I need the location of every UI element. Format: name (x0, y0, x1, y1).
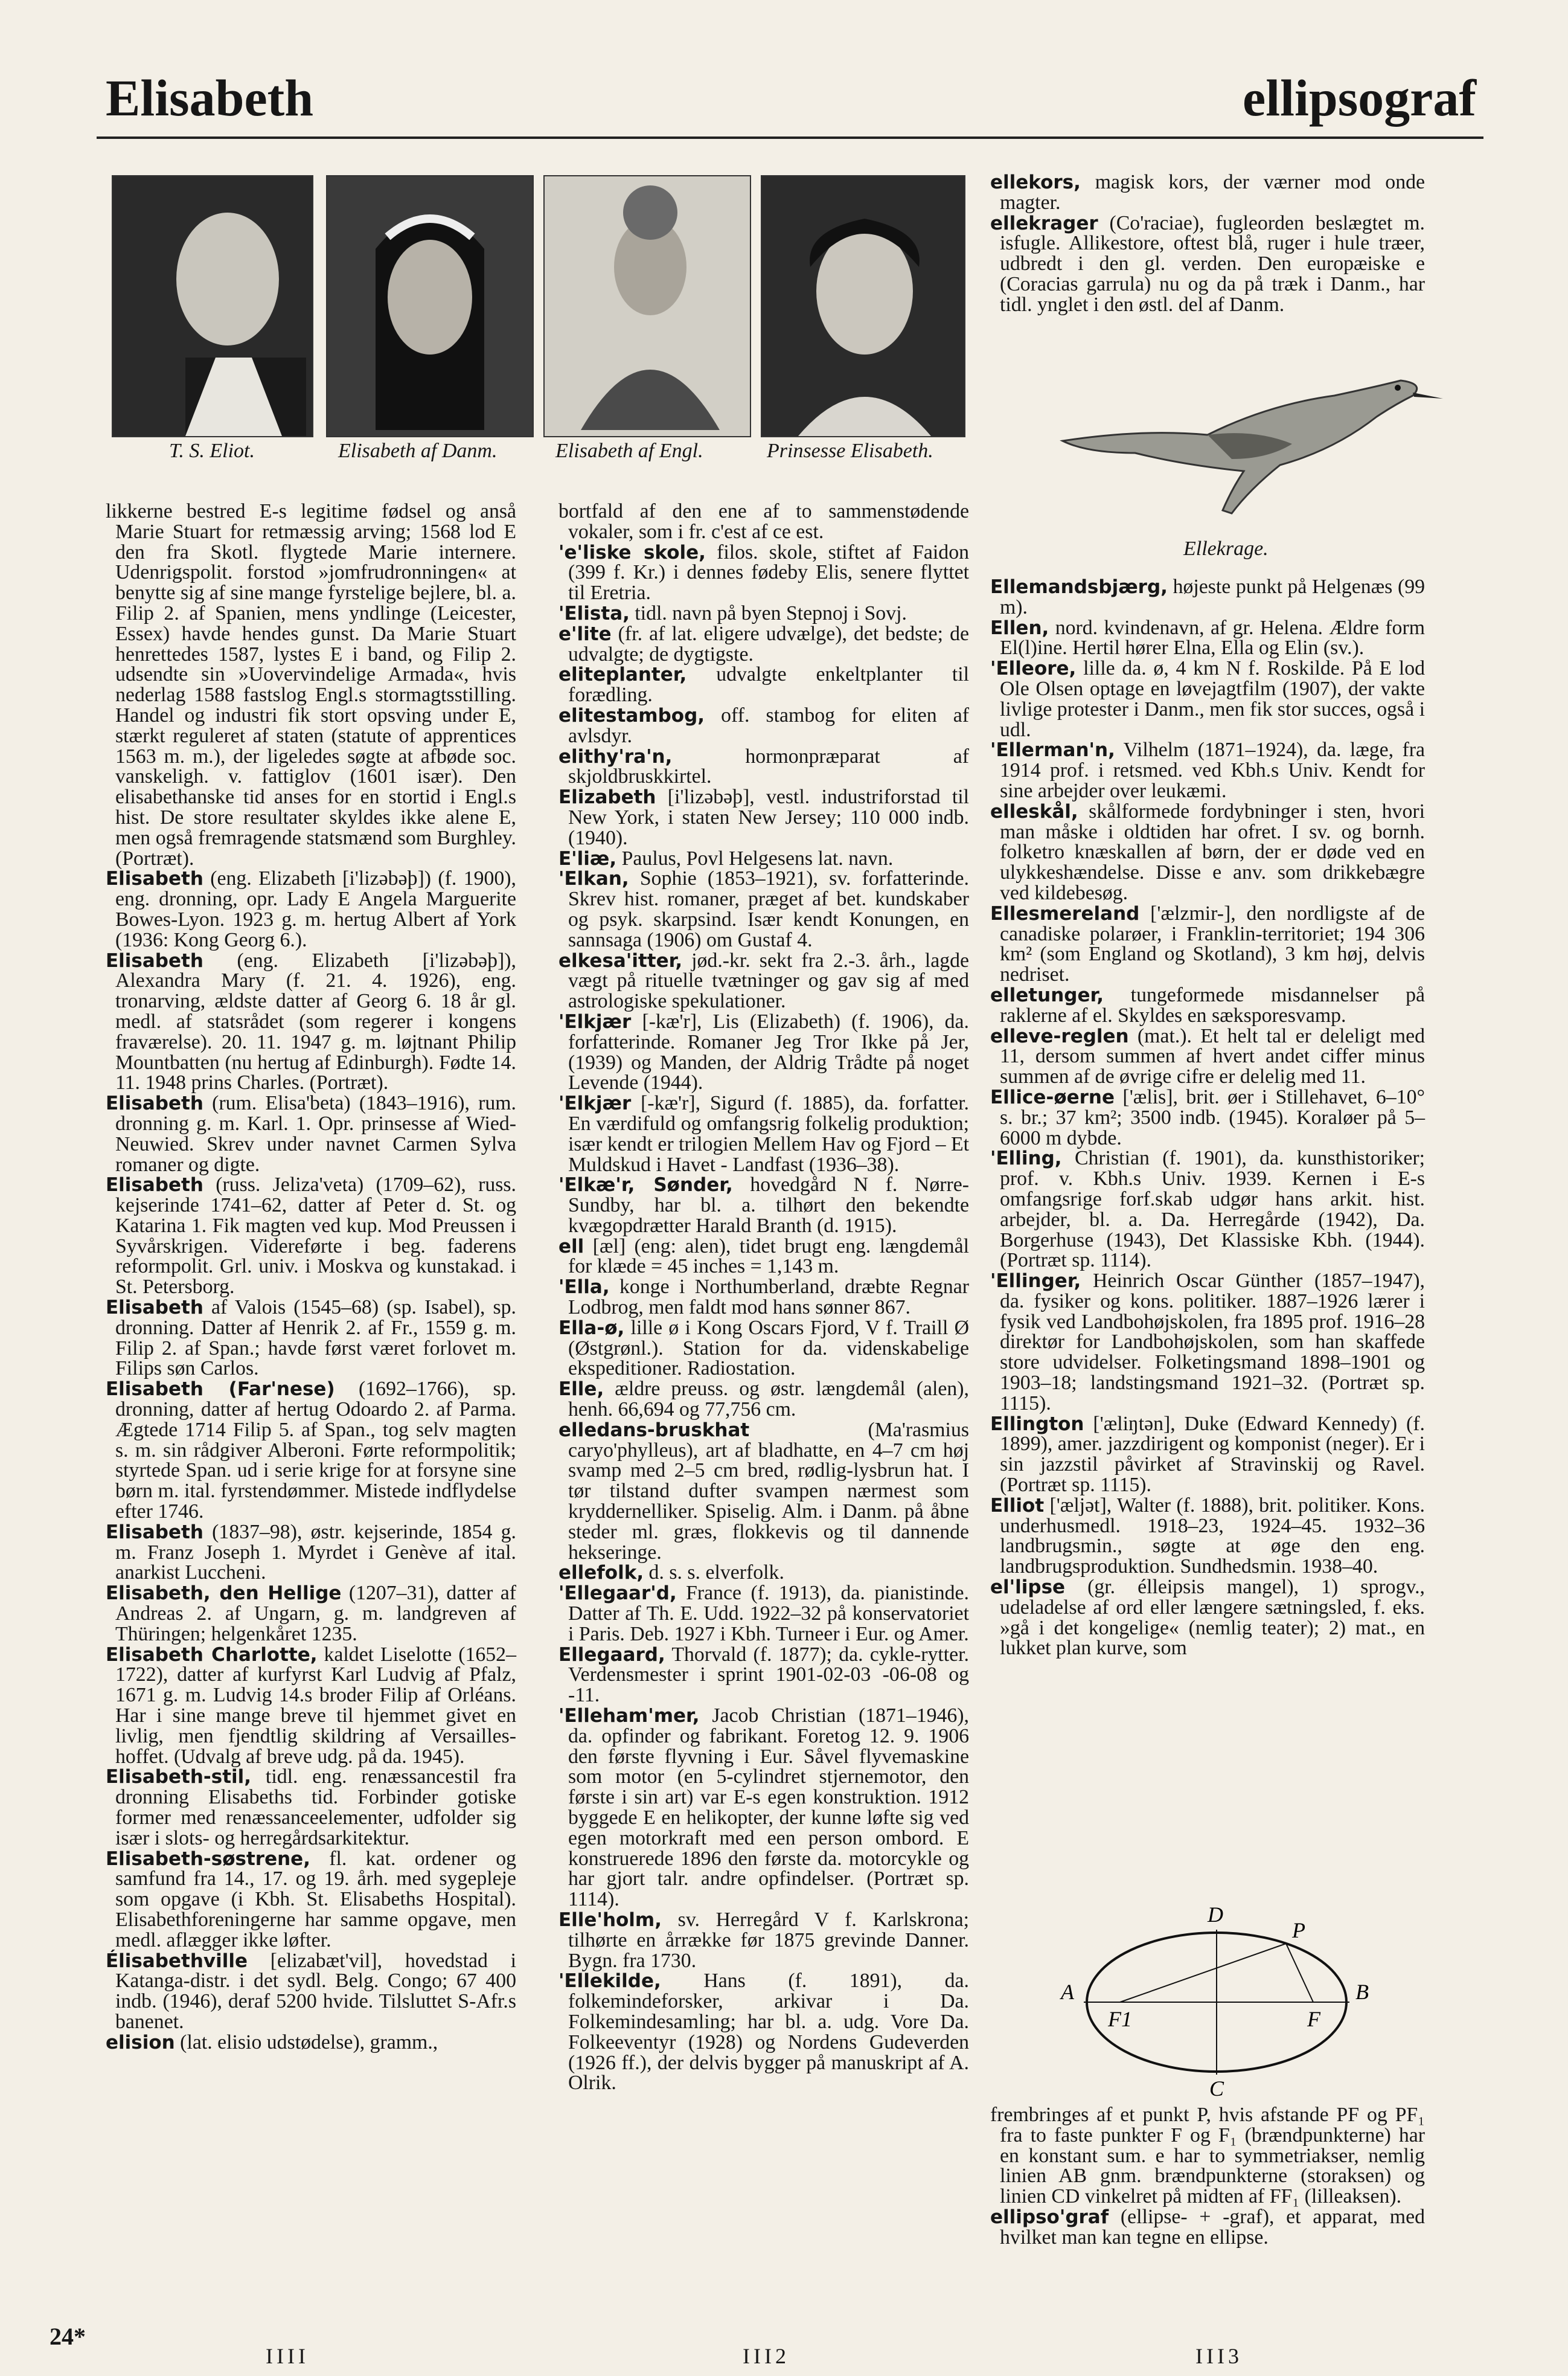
dictionary-entry (558, 1420, 969, 1563)
dictionary-entry (106, 1093, 516, 1175)
entry-text: udvalgte enkeltplanter til forædling. (568, 663, 969, 707)
entry-headword: 'Ella, (558, 1276, 610, 1299)
entry-text: [-kæ'r], Sigurd (f. 1885), da. forfatter. En værdifuld og omfangsrig folkelig produktion; især kendt er trilogien Mellem Hav og Fjord – Et Muldskud i Havet - Landfast (1936–38). (568, 1092, 969, 1176)
entry-headword: elleve-reglen (990, 1025, 1129, 1047)
dictionary-entry (558, 1236, 969, 1277)
dictionary-entry (106, 2032, 516, 2053)
dictionary-entry (990, 904, 1425, 985)
entry-headword: eliteplanter, (558, 664, 687, 686)
entry-headword: elision (106, 2031, 175, 2053)
ellipse-label-p: P (1292, 1918, 1305, 1942)
entry-headword: 'Ellekilde, (558, 1970, 661, 1992)
entry-headword: ellekors, (990, 172, 1081, 193)
entry-text: (eng. Elizabeth [i'lizəbəþ]) (f. 1900), eng. dronning, opr. Lady E Angela Marguerite Bowes-Lyon. 1923 g. m. hertug Albert af York (1936: Kong Georg 6.). (115, 867, 516, 951)
entry-text: (eng. Elizabeth [i'lizəbəþ]), Alexandra Mary (f. 21. 4. 1926), eng. tronarving, ældste datter af Georg 6. 18 år gl. medl. af statsrådet (som regerer i kongens fraværelse). 20. 11. 1947 g. m. løjtnant Philip Mountbatten (nu hertug af Edinburgh). Fødte 14. 11. 1948 prins Charles. (Portræt). (115, 949, 516, 1094)
entry-headword: 'e'liske skole, (558, 541, 706, 563)
entry-headword: 'Ellerman'n, (990, 739, 1115, 762)
entry-headword: Élisabethville (106, 1950, 248, 1972)
entry-text: højeste punkt på Helgenæs (99 m). (1000, 576, 1425, 618)
entry-headword: Ellesmereland (990, 902, 1140, 925)
entry-text: magisk kors, der værner mod onde magter. (1000, 171, 1425, 214)
entry-headword: elithy'ra'n, (558, 745, 673, 768)
dictionary-entry (990, 1495, 1425, 1577)
entry-headword: ell (558, 1235, 584, 1257)
entry-headword: 'Ellegaar'd, (558, 1582, 677, 1605)
dictionary-entry (558, 1318, 969, 1379)
entry-text: jød.-kr. sekt fra 2.-3. årh., lagde vægt på rituelle tvætninger og gav sig af med astrologiske spekulationer. (568, 949, 969, 1013)
photo-eliot (112, 175, 313, 437)
dictionary-entry (990, 658, 1425, 740)
dictionary-entry (106, 1583, 516, 1644)
entry-text: kaldet Liselotte (1652–1722), datter af kurfyrst Karl Ludvig af Pfalz, 1671 g. m. Ludvig 14.s broder Filip af Orléans. Har i sine mange breve til hjemmet givet en livlig, men fjendtlig skildring af Versailles-hoffet. (Udvalg af breve udg. på da. 1945). (115, 1643, 516, 1768)
dictionary-entry (990, 577, 1425, 618)
entry-headword: Elliot (990, 1494, 1045, 1517)
dictionary-entry (990, 1148, 1425, 1271)
entry-text: hovedgård N f. Nørre-Sundby, har bl. a. tilhørt den bekendte kvægopdrætter Harald Branth (d. 1915). (568, 1174, 970, 1237)
entry-headword: elleskål, (990, 800, 1078, 823)
entry-headword: 'Elkjær (558, 1093, 632, 1115)
dictionary-entry (558, 705, 969, 747)
dictionary-entry (106, 1951, 516, 2032)
entry-text: (lat. elisio udstødelse), gramm., (174, 2031, 438, 2053)
entry-text: (ellipse- + -graf), et apparat, med hvilket man kan tegne en ellipse. (1000, 2205, 1425, 2249)
entry-headword: 'Elkjær (558, 1010, 632, 1033)
entry-text: likkerne bestred E-s legitime fødsel og anså Marie Stuart for retmæssig arving; 1568 lod E den fra Skotl. flygtede Marie internere. Udenrigspolit. forstod »jomfrudronningen« at benytte sig af sine mange fyrstelige bejlere, bl. a. Filip 2. af Spanien, mens yndlinge (Leicester, Essex) havde hendes gunst. Da Marie Stuart henrettedes 1587, lystes E i band, og Filip 2. udsendte sin »Uovervindelige Armada«, hvis nederlag 1588 fastslog Engl.s stormagtsstilling. Handel og industri fik stort opsving under E, stærkt reguleret af staten (statute of apprentices 1563 m. m.), der ligeledes søgte at afbøde soc. vanskeligh. v. fattiglov (1601 især). Den elisabethanske tid anses for en stortid i Engl.s hist. De store resultater skyldes ikke alene E, men også fremragende statsmænd som Burghley. (Portræt). (106, 500, 516, 870)
column-1 (106, 501, 516, 2053)
entry-headword: elitestambog, (558, 704, 705, 727)
dictionary-entry (558, 603, 969, 624)
ellipse-label-f: F (1307, 2007, 1320, 2031)
entry-headword: 'Elkan, (558, 868, 629, 890)
dictionary-entry (558, 1910, 969, 1971)
entry-text: ['æljət], Walter (f. 1888), brit. politiker. Kons. underhusmedl. 1918–23, 1924–45. 1932–36 landbrugsmin., søgte at øge den eng. landbrugsproduktion. Sundhedsmin. 1938–40. (1000, 1494, 1425, 1578)
dictionary-entry (990, 1271, 1425, 1414)
entry-text: off. stambog for eliten af avlsdyr. (568, 704, 969, 747)
dictionary-entry (558, 1583, 969, 1644)
dictionary-entry (558, 951, 969, 1012)
entry-headword: e'lite (558, 623, 612, 645)
dictionary-entry (106, 1645, 516, 1767)
entry-text: [i'lizəbəþ], vestl. industriforstad til New York, i staten New Jersey; 110 000 indb. (1940). (568, 786, 969, 849)
dictionary-entry (990, 1026, 1425, 1087)
dictionary-entry (558, 747, 969, 788)
entry-text: Jacob Christian (1871–1946), da. opfinder og fabrikant. Foretog 12. 9. 1906 den første flyvning i Eur. Såvel flyvemaskine som motor (en 5-cylindret stjernemotor, den første i sin art) var E-s egen konstruktion. 1912 byggede E en helikopter, der kunne løfte sig ved egen motorkraft med een person ombord. E konstruerede 1896 den første da. motorcykle og har gjort talr. andre opfindelser. (Portræt sp. 1114). (568, 1704, 969, 1911)
ellipse-diagram (1054, 1902, 1392, 2102)
entry-text: France (f. 1913), da. pianistinde. Datter af Th. E. Udd. 1922–32 på konservatoriet i Paris. Deb. 1927 i Kbh. Turneer i Eur. og Amer. (568, 1582, 969, 1645)
entry-headword: 'Elleore, (990, 658, 1077, 680)
entry-headword: 'Elleham'mer, (558, 1705, 700, 1727)
entry-text: Christian (f. 1901), da. kunsthistoriker; prof. v. Kbh.s Univ. 1939. Kernen i E-s omfangsrige forf.skab udgør hans arkit. hist. arbejder, bl. a. Da. Herregårde (1942), Da. Borgerhuse (1943), Det Klassiske Kbh. (1944). (Portræt sp. 1114). (1000, 1147, 1425, 1272)
entry-text: (1692–1766), sp. dronning, datter af hertug Odoardo 2. af Parma. Ægtede 1714 Filip 5. af Span., tog selv magten s. m. sin rådgiver Alberoni. Førte reformpolitik; styrtede Span. ud i serie krige for at forsyne sine børn m. ital. fyrstendømmer. Mistede indflydelse efter 1746. (115, 1378, 516, 1523)
dictionary-entry (558, 1971, 969, 2093)
dictionary-entry (990, 213, 1425, 315)
ellipse-label-b: B (1355, 1980, 1369, 2004)
entry-headword: 'Elkæ'r, Sønder, (558, 1174, 733, 1196)
dictionary-entry (106, 1379, 516, 1522)
entry-text: lille da. ø, 4 km N f. Roskilde. På E lod Ole Olsen optage en løvejagtfilm (1907), der vakte livlige protester i Danm., men fik stor succes, også i udl. (1000, 657, 1425, 741)
entry-text: (Co'raciae), fugleorden beslægtet m. isfugle. Allikestore, oftest blå, ruger i hule træer, udbredt i den gl. verden. Den europæiske e (Coracias garrula) nu og da på træk i Danm., har tidl. ynglet i den østl. del af Danm. (1000, 211, 1425, 316)
column-3 (990, 577, 1425, 1658)
entry-headword: Elisabeth-søstrene, (106, 1848, 310, 1870)
dictionary-entry (558, 624, 969, 665)
dictionary-entry (990, 2207, 1425, 2248)
entry-headword: Elisabeth (106, 1093, 203, 1115)
entry-text: tidl. eng. renæssancestil fra dronning Elisabeths tid. Forbinder gotiske former med renæssanceelementer, udfolder sig især i slots- og herregårdsarkitektur. (115, 1765, 516, 1849)
column-2 (558, 501, 969, 2093)
dictionary-entry (990, 1087, 1425, 1148)
entry-headword: Elisabeth (106, 1521, 203, 1543)
entry-text: Paulus, Povl Helgesens lat. navn. (616, 847, 894, 870)
dictionary-entry (106, 501, 516, 869)
caption-eliot: T. S. Eliot. (169, 440, 255, 462)
entry-text: ['æliŋtən], Duke (Edward Kennedy) (f. 1899), amer. jazzdirigent og komponist (neger). Er i sin jazzstil påvirket af Stravinskij og Ravel. (Portræt sp. 1115). (1000, 1412, 1425, 1497)
bird-caption: Ellekrage. (1183, 538, 1269, 560)
running-head-right: ellipsograf (1243, 69, 1476, 127)
entry-text: Sophie (1853–1921), sv. forfatterinde. Skrev hist. romaner, præget af bet. kundskaber og psyk. skarpsind. Især kendt Konungen, en sannsaga (1906) om Gustaf 4. (568, 867, 969, 951)
dictionary-entry (990, 172, 1425, 213)
dictionary-entry (990, 2105, 1425, 2207)
caption-elisabeth-danm: Elisabeth af Danm. (338, 440, 498, 462)
entry-text: hormonpræparat af skjoldbruskkirtel. (568, 745, 969, 788)
ellipse-label-d: D (1208, 1902, 1223, 1927)
dictionary-entry (106, 1849, 516, 1951)
dictionary-entry (106, 1522, 516, 1583)
entry-text: tungeformede misdannelser på raklerne af el. Skyldes en sæksporesvamp. (1000, 983, 1425, 1027)
dictionary-entry (558, 1706, 969, 1910)
entry-headword: el'lipse (990, 1576, 1066, 1599)
entry-headword: Elisabeth (106, 868, 203, 890)
photo-prinsesse (761, 175, 965, 437)
dictionary-entry (558, 1277, 969, 1318)
entry-text: d. s. s. elverfolk. (644, 1561, 784, 1584)
header-rule (97, 136, 1483, 139)
entry-text: (rum. Elisa'beta) (1843–1916), rum. dronning g. m. Karl. 1. Opr. prinsesse af Wied-Neuwied. Skrev under navnet Carmen Sylva romaner og digte. (115, 1092, 516, 1176)
entry-text: Vilhelm (1871–1924), da. læge, fra 1914 prof. i retsmed. ved Kbh.s Univ. Kendt for sine arbejder over leukæmi. (1000, 739, 1425, 802)
entry-headword: ellefolk, (558, 1562, 644, 1584)
entry-text: lille ø i Kong Oscars Fjord, V f. Traill Ø (Østgrønl.). Station for da. videnskabelige ekspeditioner. Radiostation. (568, 1316, 969, 1380)
entry-text: Thorvald (f. 1877); da. cykle-rytter. Verdensmester i sprint 1901-02-03 -06-08 og -11. (568, 1643, 969, 1707)
entry-text: (fr. af lat. eligere udvælge), det bedste; de udvalgte; de dygtigste. (568, 622, 969, 666)
entry-text: ældre preuss. og østr. længdemål (alen), henh. 66,694 og 77,756 cm. (568, 1378, 969, 1421)
entry-text: (1207–31), datter af Andreas 2. af Ungarn, g. m. landgreven af Thüringen; helgenkåret 1235. (115, 1582, 516, 1645)
column-3-bottom (990, 2105, 1425, 2248)
entry-text: (russ. Jeliza'veta) (1709–62), russ. kejserinde 1741–62, datter af Peter d. St. og Katarina 1. Fik magten ved kup. Mod Preussen i Syvårskrigen. Videreførte i beg. faderens reformpolit. Grl. univ. i Moskva og kunstakad. i St. Petersborg. (115, 1174, 516, 1299)
running-head-left: Elisabeth (106, 69, 314, 127)
dictionary-entry (990, 1577, 1425, 1658)
entry-text: (mat.). Et helt tal er deleligt med 11, dersom summen af hvert andet ciffer minus summen af de øvrige cifre er delelig med 11. (1000, 1024, 1425, 1088)
entry-text: nord. kvindenavn, af gr. Helena. Ældre form El(l)ine. Hertil hører Elna, Ella og Elin (sv.). (1000, 616, 1425, 660)
entry-headword: Elisabeth, den Hellige (106, 1582, 342, 1605)
photo-elisabeth-danm (326, 175, 534, 437)
dictionary-entry (558, 664, 969, 705)
dictionary-entry (106, 1767, 516, 1848)
caption-elisabeth-engl: Elisabeth af Engl. (555, 440, 703, 462)
entry-headword: elledans-bruskhat (558, 1419, 750, 1441)
entry-text: tidl. navn på byen Stepnoj i Sovj. (629, 602, 907, 625)
entry-headword: elkesa'itter, (558, 949, 683, 972)
dictionary-entry (558, 1562, 969, 1583)
entry-text: Heinrich Oscar Günther (1857–1947), da. fysiker og kons. politiker. 1887–1926 lærer i fysik ved Landbohøjskolen, fra 1895 prof. 1916–28 direktør for Landbohøjskolen, som han skaffede store udvidelser. Folketingsmand 1898–1901 og 1903–18; landstingsmand 1921–32. (Portræt sp. 1115). (1000, 1270, 1425, 1414)
entry-headword: Elle, (558, 1378, 604, 1401)
entry-headword: 'Elista, (558, 602, 630, 625)
dictionary-entry (990, 985, 1425, 1026)
entry-text: konge i Northumberland, dræbte Regnar Lodbrog, men faldt mod hans sønner 867. (568, 1276, 969, 1319)
dictionary-entry (558, 849, 969, 869)
entry-text: (gr. élleipsis mangel), 1) sprogv., udeladelse af ord eller længere sætningsled, f. eks. »gå i det kongelige« (nemlig teater); 2) mat., en lukket plan kurve, som (1000, 1576, 1425, 1660)
dictionary-entry (558, 1012, 969, 1093)
entry-headword: Ellemandsbjærg, (990, 576, 1168, 598)
entry-headword: Ellington (990, 1413, 1084, 1435)
photo-elisabeth-engl (543, 175, 751, 437)
entry-text: [æl] (eng: alen), tidet brugt eng. længdemål for klæde = 45 inches = 1,143 m. (568, 1235, 969, 1278)
entry-text: frembringes af et punkt P, hvis afstande PF og PF₁ fra to faste punkter F og F₁ (brændpunkterne) har en konstant sum. e har to symmetriakser, nemlig linien AB gnm. brændpunkterne (storaksen) og linien CD vinkelret på midten af FF₁ (lilleaksen). (990, 2104, 1425, 2208)
ellipse-label-f1: F1 (1108, 2007, 1132, 2031)
entry-headword: ellipso'graf (990, 2206, 1109, 2228)
ellipse-label-c: C (1209, 2076, 1224, 2101)
entry-text: ['ælzmir-], den nordligste af de canadiske polarøer, i Franklin-territoriet; 194 306 km² (som England og Skotland), 3 km høj, delvis nedriset. (1000, 902, 1425, 986)
dictionary-entry (990, 618, 1425, 659)
entry-text: Hans (f. 1891), da. folkemindeforsker, arkivar i Da. Folkemindesamling; har bl. a. udg. Vore Da. Folkeeventyr (1928) og Nordens Gudeverden (1926 ff.), der delvis bygger på manuskript af A. Olrik. (568, 1970, 969, 2095)
dictionary-entry (106, 951, 516, 1094)
entry-headword: Elisabeth (Far'nese) (106, 1378, 335, 1401)
entry-headword: Elle'holm, (558, 1909, 662, 1931)
entry-text: skålformede fordybninger i sten, hvori man måske i oldtiden har ofret. I sv. og bornh. folketro knæskallen af børn, der er døde ved en ulykkeshændelse. Disse e anv. som drikkebægre ved kildebesøg. (1000, 800, 1425, 904)
entry-headword: Elizabeth (558, 786, 656, 809)
entry-text: [elizabæt'vil], hovedstad i Katanga-distr. i det sydl. Belg. Congo; 67 400 indb. (1946), deraf 5200 hvide. Tilsluttet S-Afr.s banenet. (115, 1949, 516, 2033)
column-number-1: IIII (266, 2344, 309, 2368)
entry-text: [-kæ'r], Lis (Elizabeth) (f. 1906), da. forfatterinde. Romaner Jeg Tror Ikke på Jer, (1939) og Manden, der Aldrig Trådte på noget Levende (1944). (568, 1010, 969, 1094)
entry-headword: Ellice-øerne (990, 1086, 1115, 1108)
column-number-2: III2 (743, 2344, 790, 2368)
entry-headword: elletunger, (990, 984, 1104, 1006)
dictionary-entry (990, 801, 1425, 904)
dictionary-entry (558, 1175, 969, 1236)
dictionary-entry (558, 787, 969, 848)
entry-text: filos. skole, stiftet af Faidon (399 f. Kr.) i dennes fødeby Elis, senere flyttet til Eretria. (568, 541, 969, 605)
entry-text: sv. Herregård V f. Karlskrona; tilhørte en årrække før 1875 grevinde Danner. Bygn. fra 1730. (568, 1908, 969, 1972)
entry-headword: E'liæ, (558, 847, 617, 870)
entry-text: af Valois (1545–68) (sp. Isabel), sp. dronning. Datter af Henrik 2. af Fr., 1559 g. m. Filip 2. af Span.; havde først været forlovet m. Filips søn Carlos. (115, 1296, 516, 1380)
entry-headword: Elisabeth Charlotte, (106, 1643, 318, 1666)
dictionary-entry (558, 501, 969, 542)
entry-headword: Ella-ø, (558, 1317, 625, 1339)
entry-headword: Elisabeth (106, 949, 203, 972)
entry-headword: Elisabeth (106, 1297, 203, 1319)
dictionary-entry (106, 1175, 516, 1297)
caption-prinsesse: Prinsesse Elisabeth. (767, 440, 933, 462)
column-number-3: III3 (1195, 2344, 1243, 2368)
entry-headword: Ellen, (990, 617, 1049, 639)
bird-illustration (1051, 338, 1461, 519)
entry-text: ['ælis], brit. øer i Stillehavet, 6–10° s. br.; 37 km²; 3500 indb. (1945). Koraløer på 5–6000 m dybde. (1000, 1085, 1425, 1149)
entry-headword: 'Ellinger, (990, 1270, 1081, 1292)
dictionary-entry (106, 869, 516, 950)
entry-headword: ellekrager (990, 212, 1098, 234)
ellipse-label-a: A (1061, 1980, 1074, 2004)
entry-headword: 'Elling, (990, 1148, 1062, 1170)
sheet-mark: 24* (50, 2323, 86, 2350)
dictionary-entry (558, 1645, 969, 1706)
entry-text: fl. kat. ordener og samfund fra 14., 17. og 19. årh. med sygepleje som opgave (i Kbh. St. Elisabeths Hospital). Elisabethforeningerne har samme opgave, men medl. aflægger ikke løfter. (115, 1847, 516, 1951)
dictionary-entry (558, 1379, 969, 1420)
dictionary-entry (990, 1414, 1425, 1495)
column-3-top (990, 172, 1425, 315)
entry-headword: Elisabeth (106, 1174, 203, 1196)
entry-headword: Elisabeth-stil, (106, 1766, 252, 1788)
dictionary-entry (558, 542, 969, 603)
entry-text: (Ma'rasmius caryo'phylleus), art af bladhatte, en 4–7 cm høj svamp med 2–5 cm bred, rødlig-lysbrun hat. I tør tilstand dufter svampen nærmest som kryddernelliker. Spiselig. Alm. i Danm. på åbne steder ml. græs, flokkevis og til dannende hekseringe. (568, 1418, 969, 1564)
dictionary-entry (558, 1093, 969, 1175)
dictionary-entry (558, 869, 969, 950)
entry-headword: Ellegaard, (558, 1643, 665, 1666)
dictionary-entry (106, 1297, 516, 1379)
entry-text: (1837–98), østr. kejserinde, 1854 g. m. Franz Joseph 1. Myrdet i Genève af ital. anarkist Luccheni. (115, 1520, 516, 1584)
dictionary-entry (990, 740, 1425, 801)
entry-text: bortfald af den ene af to sammenstødende vokaler, som i fr. c'est af ce est. (558, 500, 969, 543)
